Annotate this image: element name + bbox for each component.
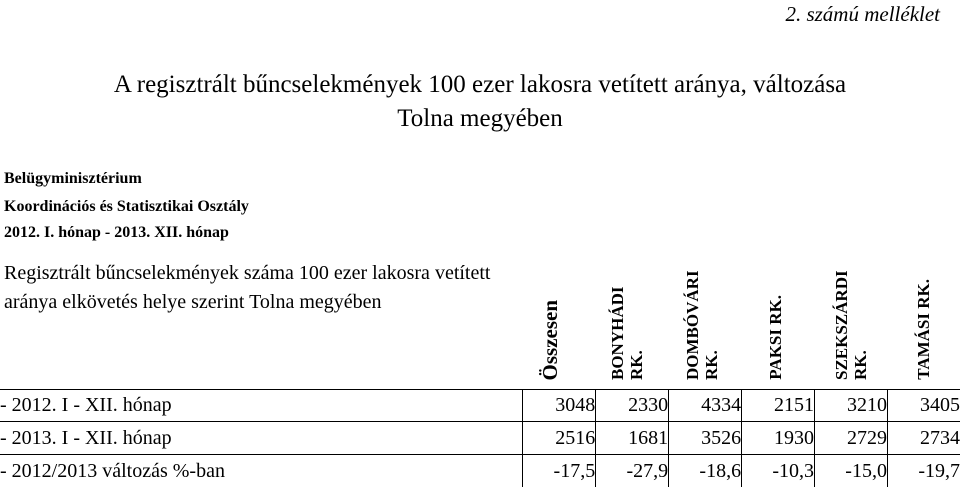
row-label: - 2013. I - XII. hónap	[0, 422, 523, 455]
page-title-line2: Tolna megyében	[397, 105, 563, 132]
cell-value: -18,6	[669, 455, 742, 488]
page-title: A regisztrált bűncselekmények 100 ezer lakosra vetített aránya, változása	[113, 71, 847, 98]
cell-value: -17,5	[523, 455, 596, 488]
row-label: - 2012. I - XII. hónap	[0, 389, 523, 422]
cell-value: -10,3	[742, 455, 815, 488]
data-table	[0, 389, 960, 487]
annex-label: 2. számú melléklet	[785, 2, 940, 26]
column-header-tamasi: TAMÁSI RK.	[914, 279, 933, 380]
cell-value: -19,7	[887, 455, 960, 488]
report-period: 2012. I. hónap - 2013. XII. hónap	[4, 224, 229, 241]
cell-value: -27,9	[596, 455, 669, 488]
column-header-bonyhad: BONYHÁDI RK.	[608, 286, 646, 380]
cell-value: 2729	[815, 422, 888, 455]
cell-value: 3210	[815, 389, 888, 422]
table-description: Regisztrált bűncselekmények száma 100 ezer lakosra vetített aránya elkövetés helye szerint Tolna megyében	[4, 262, 491, 313]
cell-value: 1681	[596, 422, 669, 455]
cell-value: 2516	[523, 422, 596, 455]
cell-value: 2330	[596, 389, 669, 422]
column-header-paks: PAKSI RK.	[766, 295, 785, 380]
cell-value: 3526	[669, 422, 742, 455]
table-row	[0, 389, 960, 422]
cell-value: 3405	[887, 389, 960, 422]
column-header-dombovar: DOMBÓVÁRI RK.	[683, 270, 721, 380]
table-row	[0, 422, 960, 455]
cell-value: 1930	[742, 422, 815, 455]
ministry-name: Belügyminisztérium	[4, 170, 142, 187]
cell-value: -15,0	[815, 455, 888, 488]
cell-value: 2734	[887, 422, 960, 455]
cell-value: 2151	[742, 389, 815, 422]
cell-value: 3048	[523, 389, 596, 422]
column-header-total: Összesen	[538, 299, 562, 380]
department-name: Koordinációs és Statisztikai Osztály	[4, 198, 249, 215]
cell-value: 4334	[669, 389, 742, 422]
column-header-szekszard: SZEKSZÁRDI RK.	[832, 270, 870, 380]
row-label: - 2012/2013 változás %-ban	[0, 459, 225, 482]
table-row	[0, 455, 960, 488]
